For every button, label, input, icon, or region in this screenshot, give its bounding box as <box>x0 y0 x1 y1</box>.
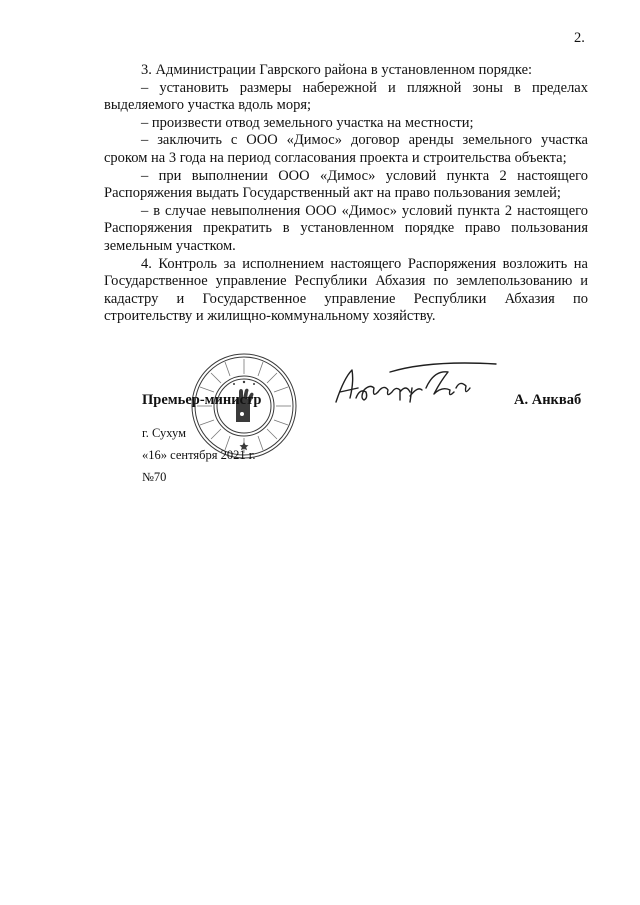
list-item: – заключить с ООО «Димос» договор аренды земельного участка сроком на 3 года на период согласования проекта и строительства объекта; <box>104 132 588 166</box>
list-item: – в случае невыполнения ООО «Димос» условий пункта 2 настоящего Распоряжения прекратить в установленном порядке право пользования земельным участком. <box>104 202 588 254</box>
handwritten-signature-icon <box>330 358 500 414</box>
paragraph-3: 3. Администрации Гаврского района в установленном порядке: <box>141 62 533 78</box>
signatory-name: А. Анкваб <box>514 392 582 408</box>
document-body <box>104 62 588 326</box>
document-date: «16» сентября 2021 г. <box>142 448 256 462</box>
list-item: – произвести отвод земельного участка на местности; <box>141 114 474 131</box>
document-number: №70 <box>142 470 167 484</box>
list-item: – при выполнении ООО «Димос» условий пункта 2 настоящего Распоряжения выдать Государственный акт на право пользования землей; <box>104 167 588 202</box>
document-city: г. Сухум <box>142 426 187 440</box>
list-item: – установить размеры набережной и пляжной зоны в пределах выделяемого участка вдоль моря; <box>104 79 588 114</box>
paragraph-4: 4. Контроль за исполнением настоящего Распоряжения возложить на Государственное управление Республики Абхазия по землепользованию и кадастру и Государственное управление Республики Абхазия по строительству и жилищно-коммунальному хозяйству. <box>104 255 588 325</box>
page-number: 2. <box>574 30 585 46</box>
signatory-title: Премьер-министр <box>142 392 262 408</box>
